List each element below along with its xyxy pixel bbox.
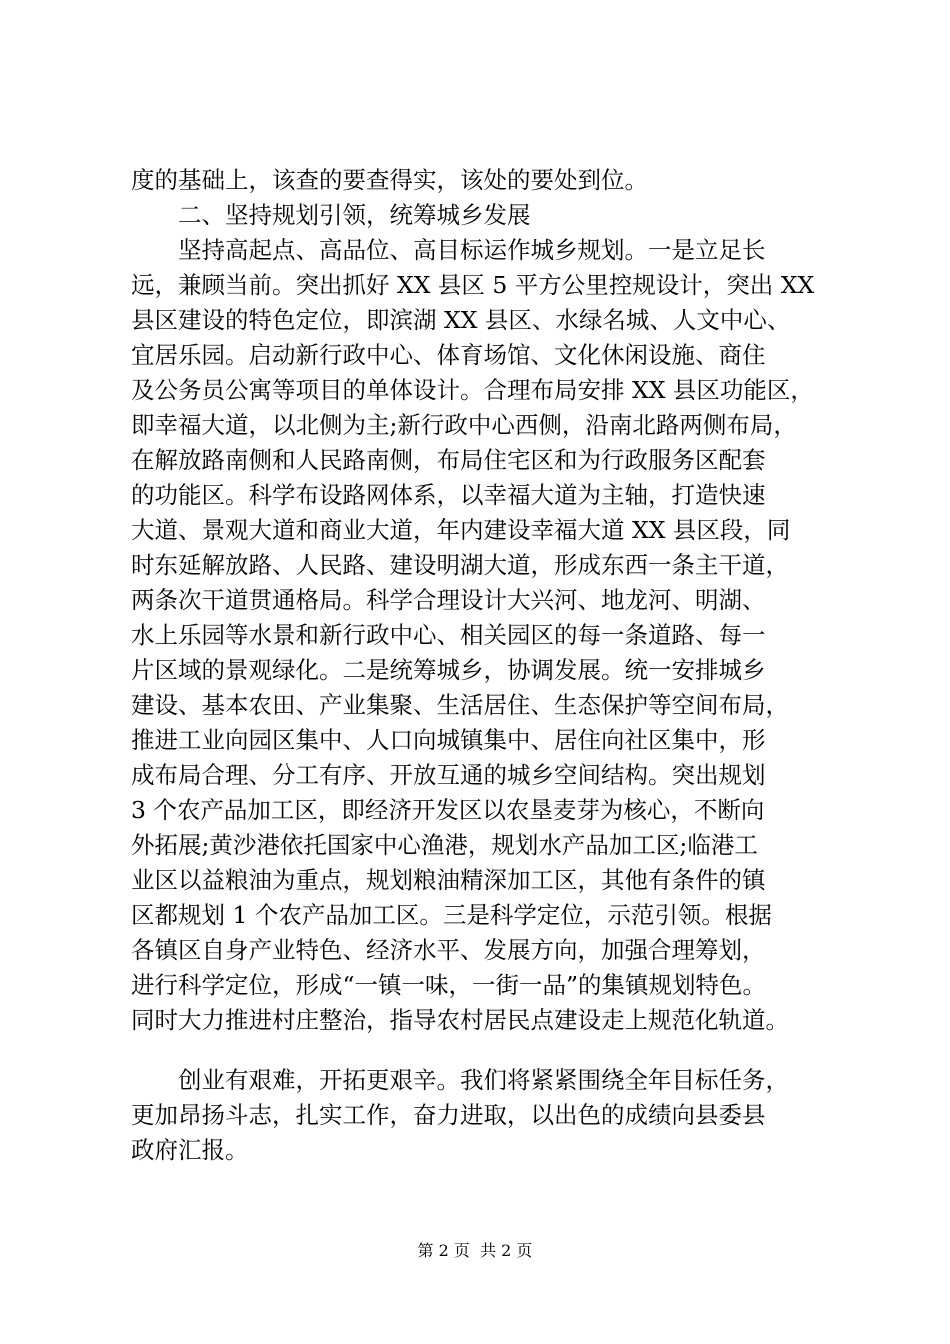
text-line: 时东延解放路、人民路、建设明湖大道，形成东西一条主干道， (131, 551, 789, 579)
page-number-footer: 第 2 页 共 2 页 (417, 1241, 533, 1260)
text-line: 远，兼顾当前。突出抓好 XX 县区 5 平方公里控规设计，突出 XX (131, 271, 815, 299)
text-line: 宜居乐园。启动新行政中心、体育场馆、文化休闲设施、商住 (131, 341, 766, 369)
text-line: 大道、景观大道和商业大道，年内建设幸福大道 XX 县区段，同 (131, 516, 791, 544)
text-line: 政府汇报。 (131, 1136, 249, 1164)
text-line: 更加昂扬斗志，扎实工作，奋力进取，以出色的成绩向县委县 (131, 1101, 766, 1129)
text-line: 区都规划 1 个农产品加工区。三是科学定位，示范引领。根据 (131, 901, 772, 929)
section-heading: 二、坚持规划引领，统筹城乡发展 (178, 201, 531, 229)
text-line: 3 个农产品加工区，即经济开发区以农垦麦芽为核心，不断向 (131, 796, 765, 824)
text-line: 的功能区。科学布设路网体系，以幸福大道为主轴，打造快速 (131, 481, 766, 509)
text-line: 推进工业向园区集中、人口向城镇集中、居住向社区集中，形 (131, 726, 766, 754)
text-line: 成布局合理、分工有序、开放互通的城乡空间结构。突出规划 (131, 761, 766, 789)
text-line: 县区建设的特色定位，即滨湖 XX 县区、水绿名城、人文中心、 (131, 306, 791, 334)
text-line: 在解放路南侧和人民路南侧，布局住宅区和为行政服务区配套 (131, 446, 766, 474)
text-line: 创业有艰难，开拓更艰辛。我们将紧紧围绕全年目标任务， (178, 1066, 789, 1094)
text-line: 同时大力推进村庄整治，指导农村居民点建设走上规范化轨道。 (131, 1006, 789, 1034)
text-line: 建设、基本农田、产业集聚、生活居住、生态保护等空间布局， (131, 691, 789, 719)
text-line: 片区域的景观绿化。二是统筹城乡，协调发展。统一安排城乡 (131, 656, 766, 684)
text-line: 进行科学定位，形成“一镇一味，一街一品”的集镇规划特色。 (131, 971, 767, 999)
text-line: 及公务员公寓等项目的单体设计。合理布局安排 XX 县区功能区， (131, 376, 814, 404)
text-line: 外拓展;黄沙港依托国家中心渔港，规划水产品加工区;临港工 (131, 831, 758, 859)
text-line: 度的基础上，该查的要查得实，该处的要处到位。 (131, 166, 648, 194)
text-line: 坚持高起点、高品位、高目标运作城乡规划。一是立足长 (178, 236, 766, 264)
text-line: 两条次干道贯通格局。科学合理设计大兴河、地龙河、明湖、 (131, 586, 766, 614)
text-line: 水上乐园等水景和新行政中心、相关园区的每一条道路、每一 (131, 621, 766, 649)
text-line: 即幸福大道，以北侧为主;新行政中心西侧，沿南北路两侧布局， (131, 411, 797, 439)
text-line: 业区以益粮油为重点，规划粮油精深加工区，其他有条件的镇 (131, 866, 766, 894)
text-line: 各镇区自身产业特色、经济水平、发展方向，加强合理筹划， (131, 936, 766, 964)
